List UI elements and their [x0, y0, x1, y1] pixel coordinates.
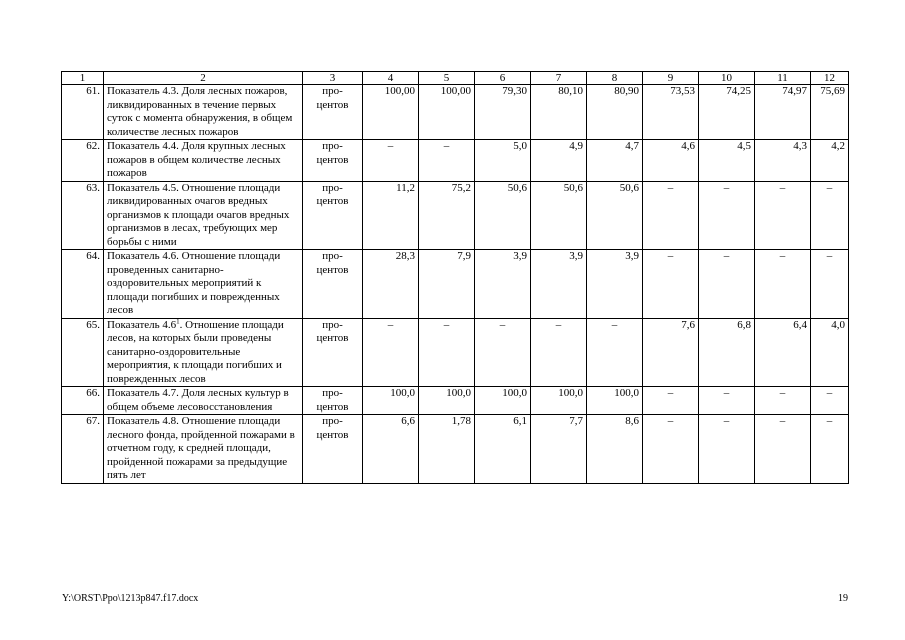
value-cell: – [363, 318, 419, 387]
value-cell: – [811, 415, 849, 484]
value-cell: 100,0 [531, 387, 587, 415]
value-cell: – [587, 318, 643, 387]
row-number-cell: 64. [62, 250, 104, 319]
row-number-cell: 67. [62, 415, 104, 484]
value-cell: 7,7 [531, 415, 587, 484]
header-cell: 6 [475, 72, 531, 85]
table-header-row [62, 72, 849, 85]
unit-cell: про- центов [303, 318, 363, 387]
value-cell: 4,5 [699, 140, 755, 182]
value-cell: – [531, 318, 587, 387]
value-cell: 100,0 [475, 387, 531, 415]
value-cell: – [811, 181, 849, 250]
table-row [62, 140, 849, 182]
value-cell: 80,10 [531, 85, 587, 140]
value-cell: – [755, 181, 811, 250]
value-cell: 4,7 [587, 140, 643, 182]
footer-page-number: 19 [838, 593, 848, 604]
value-cell: – [643, 387, 699, 415]
table-row [62, 250, 849, 319]
value-cell: – [699, 415, 755, 484]
value-cell: 50,6 [531, 181, 587, 250]
value-cell: – [755, 387, 811, 415]
unit-cell: про- центов [303, 415, 363, 484]
table-row [62, 387, 849, 415]
value-cell: – [811, 250, 849, 319]
value-cell: – [475, 318, 531, 387]
value-cell: – [699, 387, 755, 415]
value-cell: 50,6 [587, 181, 643, 250]
header-cell: 7 [531, 72, 587, 85]
indicators-table [61, 71, 849, 484]
value-cell: 11,2 [363, 181, 419, 250]
row-number-cell: 62. [62, 140, 104, 182]
value-cell: 73,53 [643, 85, 699, 140]
header-cell: 1 [62, 72, 104, 85]
value-cell: – [699, 250, 755, 319]
row-number-cell: 63. [62, 181, 104, 250]
value-cell: – [755, 415, 811, 484]
value-cell: – [419, 140, 475, 182]
unit-cell: про- центов [303, 181, 363, 250]
value-cell: 100,0 [363, 387, 419, 415]
indicator-name-prefix: Показатель 4.6 [107, 318, 177, 331]
value-cell: 75,2 [419, 181, 475, 250]
header-cell: 9 [643, 72, 699, 85]
value-cell: 6,1 [475, 415, 531, 484]
value-cell: – [755, 250, 811, 319]
value-cell: 74,25 [699, 85, 755, 140]
value-cell: 6,4 [755, 318, 811, 387]
indicator-name-cell: Показатель 4.4. Доля крупных лесных пожаров в общем количестве лесных пожаров [104, 140, 303, 182]
table-body [62, 85, 849, 484]
unit-cell: про- центов [303, 387, 363, 415]
header-cell: 4 [363, 72, 419, 85]
row-number-cell: 66. [62, 387, 104, 415]
value-cell: 5,0 [475, 140, 531, 182]
footer-file-path: Y:\ORST\Ppo\1213p847.f17.docx [62, 593, 199, 604]
value-cell: 74,97 [755, 85, 811, 140]
value-cell: – [363, 140, 419, 182]
value-cell: 100,0 [587, 387, 643, 415]
indicator-name-cell: Показатель 4.6. Отношение площади проведенных санитарно-оздоровительных мероприятий к площади погибших и поврежденных лесов [104, 250, 303, 319]
header-cell: 11 [755, 72, 811, 85]
value-cell: 100,00 [419, 85, 475, 140]
header-cell: 2 [104, 72, 303, 85]
value-cell: – [699, 181, 755, 250]
value-cell: – [643, 181, 699, 250]
value-cell: 7,6 [643, 318, 699, 387]
footnote-superscript: 1 [176, 316, 180, 325]
value-cell: – [643, 250, 699, 319]
value-cell: 3,9 [587, 250, 643, 319]
header-cell: 5 [419, 72, 475, 85]
header-cell: 3 [303, 72, 363, 85]
value-cell: 4,3 [755, 140, 811, 182]
indicator-name-cell: Показатель 4.5. Отношение площади ликвидированных очагов вредных организмов к площади очагов вредных организмов в лесах, требующих мер борьбы с ними [104, 181, 303, 250]
table-row [62, 318, 849, 387]
value-cell: 100,0 [419, 387, 475, 415]
value-cell: 4,2 [811, 140, 849, 182]
value-cell: 80,90 [587, 85, 643, 140]
value-cell: 4,0 [811, 318, 849, 387]
value-cell: 100,00 [363, 85, 419, 140]
indicator-name-text: . Отношение площади лесов, на которых были проведены санитарно-оздоровительные мероприятия, к площади погибших и поврежденных лесов [107, 318, 284, 385]
value-cell: – [643, 415, 699, 484]
indicator-name-cell: Показатель 4.7. Доля лесных культур в общем объеме лесовосстановления [104, 387, 303, 415]
unit-cell: про- центов [303, 140, 363, 182]
header-cell: 10 [699, 72, 755, 85]
header-cell: 12 [811, 72, 849, 85]
unit-cell: про- центов [303, 85, 363, 140]
table-row [62, 415, 849, 484]
value-cell: 4,9 [531, 140, 587, 182]
value-cell: 79,30 [475, 85, 531, 140]
value-cell: 1,78 [419, 415, 475, 484]
value-cell: 75,69 [811, 85, 849, 140]
unit-cell: про- центов [303, 250, 363, 319]
value-cell: 50,6 [475, 181, 531, 250]
value-cell: – [419, 318, 475, 387]
indicator-name-cell [104, 318, 303, 387]
value-cell: 6,8 [699, 318, 755, 387]
indicator-name-cell: Показатель 4.3. Доля лесных пожаров, ликвидированных в течение первых суток с момента обнаружения, в общем количестве лесных пожаров [104, 85, 303, 140]
table-row [62, 181, 849, 250]
row-number-cell: 65. [62, 318, 104, 387]
value-cell: 3,9 [475, 250, 531, 319]
table-row [62, 85, 849, 140]
row-number-cell: 61. [62, 85, 104, 140]
indicator-name-cell: Показатель 4.8. Отношение площади лесного фонда, пройденной пожарами в отчетном году, к средней площади, пройденной пожарами за предыдущие пять лет [104, 415, 303, 484]
value-cell: 8,6 [587, 415, 643, 484]
value-cell: 7,9 [419, 250, 475, 319]
value-cell: 4,6 [643, 140, 699, 182]
value-cell: 6,6 [363, 415, 419, 484]
value-cell: – [811, 387, 849, 415]
header-cell: 8 [587, 72, 643, 85]
value-cell: 28,3 [363, 250, 419, 319]
value-cell: 3,9 [531, 250, 587, 319]
